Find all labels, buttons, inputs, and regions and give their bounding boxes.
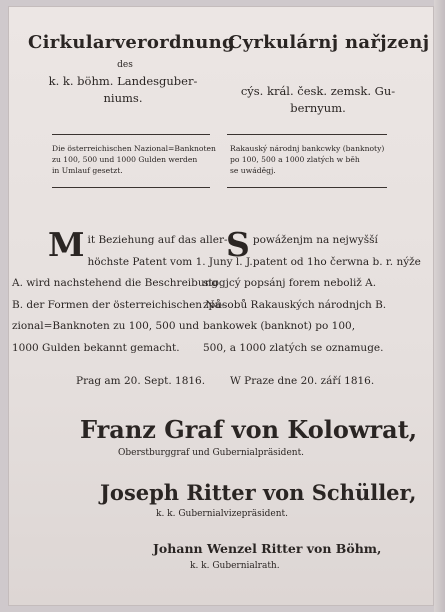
czech-body-line: bankowek (banknot) po 100, <box>203 320 356 332</box>
czech-body-line: způsobů Rakauských národnjch B. <box>203 298 387 311</box>
czech-body-line: stogjcý popsánj forem neboliž A. <box>203 277 377 289</box>
german-notice-top-rule <box>52 134 210 135</box>
german-notice-line: Die österreichischen Nazional=Banknoten <box>52 144 216 153</box>
german-title: Cirkularverordnung <box>28 32 235 53</box>
czech-notice-line: po 100, 500 a 1000 zlatých w běh <box>230 155 360 164</box>
czech-body-line: powáženjm na nejwyšší <box>252 234 378 246</box>
czech-notice-top-rule <box>227 134 387 135</box>
czech-notice <box>230 143 390 176</box>
german-date: Prag am 20. Sept. 1816. <box>76 375 206 387</box>
signature-bohm-title: k. k. Gubernialrath. <box>190 561 280 571</box>
german-authority-line-2: niums. <box>103 91 143 105</box>
czech-authority-line-1: cýs. král. česk. zemsk. Gu- <box>240 84 396 98</box>
czech-drop-cap: S <box>226 225 250 264</box>
german-body-line: it Beziehung auf das aller- <box>87 234 228 246</box>
signature-schuller-title: k. k. Gubernialvizepräsident. <box>156 509 288 519</box>
german-notice <box>52 143 217 176</box>
german-des: des <box>117 60 133 70</box>
german-notice-line: in Umlauf gesetzt. <box>52 166 123 175</box>
german-notice-line: zu 100, 500 und 1000 Gulden werden <box>52 155 198 164</box>
czech-body-line: 500, a 1000 zlatých se oznamuge. <box>203 341 384 354</box>
signature-bohm: Johann Wenzel Ritter von Böhm, <box>153 541 382 556</box>
czech-notice-bottom-rule <box>227 187 387 188</box>
german-body-line: B. der Formen der österreichischen Na- <box>12 298 225 311</box>
german-body-line: 1000 Gulden bekannt gemacht. <box>12 341 180 354</box>
signature-schuller: Joseph Ritter von Schüller, <box>100 480 417 505</box>
czech-body-line: patent od 1ho čerwna b. r. nýže <box>252 255 421 268</box>
german-authority-line-1: k. k. böhm. Landesguber- <box>48 74 198 88</box>
german-notice-bottom-rule <box>52 187 210 188</box>
czech-date: W Praze dne 20. září 1816. <box>230 375 375 387</box>
signature-kolowrat-title: Oberstburggraf und Gubernialpräsident. <box>118 448 305 458</box>
signature-kolowrat: Franz Graf von Kolowrat, <box>80 415 418 444</box>
page-edge <box>434 0 445 612</box>
czech-notice-line: Rakauský národnj bankcwky (banknoty) <box>230 144 385 153</box>
german-body <box>12 225 253 359</box>
czech-authority-line-2: bernyum. <box>290 101 346 115</box>
czech-body <box>203 225 421 359</box>
german-drop-cap: M <box>48 225 85 264</box>
german-body-line: höchste Patent vom 1. Juny l. J. <box>87 255 253 268</box>
czech-title: Cyrkulárnj nařjzenj <box>228 32 430 53</box>
czech-notice-line: se uwáděgj. <box>230 166 276 175</box>
german-body-line: zional=Banknoten zu 100, 500 und <box>12 320 200 332</box>
german-body-line: A. wird nachstehend die Beschreibung <box>12 277 219 289</box>
